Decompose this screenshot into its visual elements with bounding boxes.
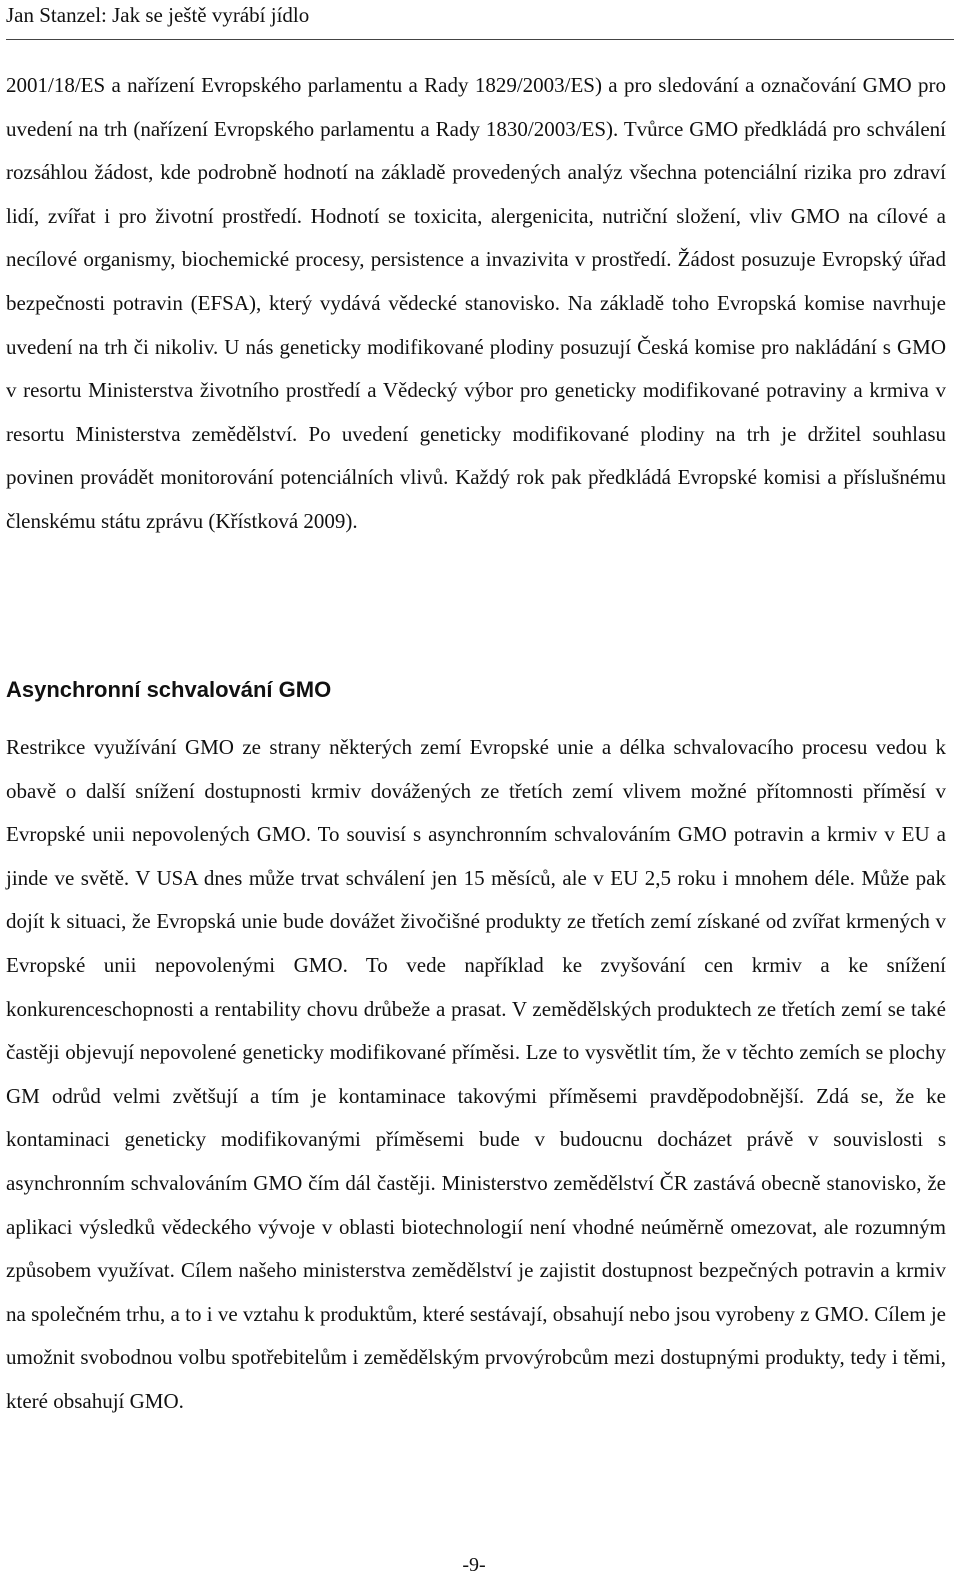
running-header: [6, 0, 954, 40]
body-paragraph-2: Restrikce využívání GMO ze strany některých zemí Evropské unie a délka schvalovacího procesu vedou k obavě o další snížení dostupnosti krmiv dovážených ze třetích zemí vlivem možné přítomnosti příměsí v Evropské unii nepovolených GMO. To souvisí s asynchronním schvalováním GMO potravin a krmiv v EU a jinde ve světě. V USA dnes může trvat schválení jen 15 měsíců, ale v EU 2,5 roku i mnohem déle. Může pak dojít k situaci, že Evropská unie bude dovážet živočišné produkty ze třetích zemí získané od zvířat krmených v Evropské unii nepovolenými GMO. To vede například ke zvyšování cen krmiv a ke snížení konkurenceschopnosti a rentability chovu drůbeže a prasat. V zemědělských produktech ze třetích zemí se také častěji objevují nepovolené geneticky modifikované příměsi. Lze to vysvětlit tím, že v těchto zemích se plochy GM odrůd velmi zvětšují a tím je kontaminace takovými příměsemi pravděpodobnější. Zdá se, že ke kontaminaci geneticky modifikovanými příměsemi bude v budoucnu docházet právě v souvislosti s asynchronním schvalováním GMO čím dál častěji. Ministerstvo zemědělství ČR zastává obecně stanovisko, že aplikaci výsledků vědeckého vývoje v oblasti biotechnologií není vhodné neúměrně omezovat, ale rozumným způsobem využívat. Cílem našeho ministerstva zemědělství je zajistit dostupnost bezpečných potravin a krmiv na společném trhu, a to i ve vztahu k produktům, které sestávají, obsahují nebo jsou vyrobeny z GMO. Cílem je umožnit svobodnou volbu spotřebitelům i zemědělským prvovýrobcům mezi dostupnými produkty, tedy i těmi, které obsahují GMO.: [6, 735, 946, 1413]
section-heading: Asynchronní schvalování GMO: [6, 677, 332, 702]
page-number: -9-: [462, 1554, 486, 1576]
running-header-title: Jan Stanzel: Jak se ještě vyrábí jídlo: [6, 3, 310, 27]
body-paragraph-1: 2001/18/ES a nařízení Evropského parlamentu a Rady 1829/2003/ES) a pro sledování a označování GMO pro uvedení na trh (nařízení Evropského parlamentu a Rady 1830/2003/ES). Tvůrce GMO předkládá pro schválení rozsáhlou žádost, kde podrobně hodnotí na základě provedených analýz všechna potenciální rizika pro zdraví lidí, zvířat i pro životní prostředí. Hodnotí se toxicita, alergenicita, nutriční složení, vliv GMO na cílové a necílové organismy, biochemické procesy, persistence a invazivita v prostředí. Žádost posuzuje Evropský úřad bezpečnosti potravin (EFSA), který vydává vědecké stanovisko. Na základě toho Evropská komise navrhuje uvedení na trh či nikoliv. U nás geneticky modifikované plodiny posuzují Česká komise pro nakládání s GMO v resortu Ministerstva životního prostředí a Vědecký výbor pro geneticky modifikované potraviny a krmiva v resortu Ministerstva zemědělství. Po uvedení geneticky modifikované plodiny na trh je držitel souhlasu povinen provádět monitorování potenciálních vlivů. Každý rok pak předkládá Evropské komisi a příslušnému členskému státu zprávu (Křístková 2009).: [6, 73, 946, 533]
